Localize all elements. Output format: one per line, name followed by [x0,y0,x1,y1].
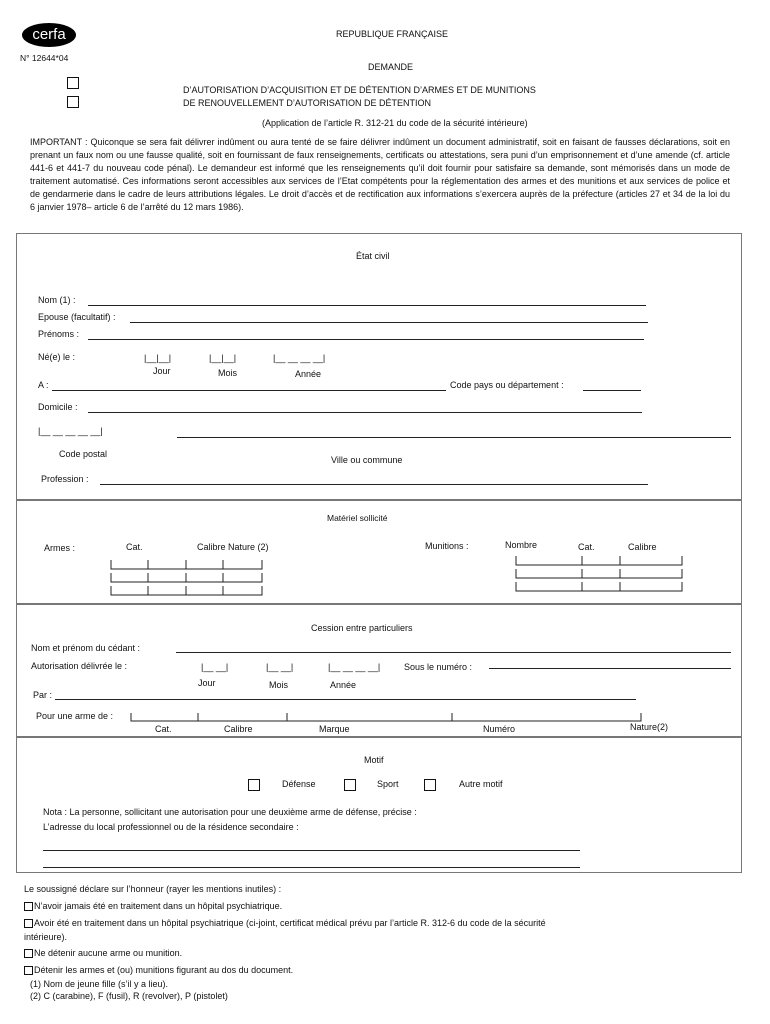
autorisation-label: Autorisation délivrée le : [31,661,128,671]
adresse-label: L’adresse du local professionnel ou de la résidence secondaire : [43,822,299,832]
cession-mois-label: Mois [269,680,289,690]
cedant-label: Nom et prénom du cédant : [31,643,141,653]
code-postal-label: Code postal [59,449,108,459]
defense-checkbox[interactable] [248,779,260,791]
etat-civil-title: État civil [356,251,390,261]
important-notice: IMPORTANT : Quiconque se sera fait délivrer indûment ou aura tenté de se faire délivrer indûment un document administratif, soit en faisant de fausses déclarations, soit en prenant un faux nom ou une fausse qualité, soit en fournissant de faux renseignements, certificats ou attestations, sera puni d’un emprisonnement et d’une amende (cf. article 441-6 et 441-7 du nouveau code pénal). Le demandeur est informé que les renseignements qu’il doit fournir pour satisfaire sa demande, sont mémorisés dans un mode de traitement automatisé. Ces informations seront accessibles aux services de l’Etat compétents pour la réglementation des armes et des munitions et aux services de police et de gendarmerie dans le cadre de leurs attributions légales. Le droit d’accès et de rectification aux informations s’exercera auprès de la préfecture (articles 27 et 34 de la loi du 6 janvier 1978– article 6 de l’arrêté du 12 mars 1986). [30,137,730,212]
republic-title: REPUBLIQUE FRANÇAISE [336,29,449,39]
code-postal-field[interactable]: |__ __ __ __ __| [38,426,103,436]
lieu-naissance-label: A : [38,380,49,390]
defense-label: Défense [282,779,316,789]
birth-year-field[interactable]: |__ __ __ __| [273,353,326,363]
option-acquisition-label: D’AUTORISATION D’ACQUISITION ET DE DÉTENTION D’ARMES ET DE MUNITIONS [183,85,536,95]
decl-item3-checkbox[interactable] [24,949,33,958]
arme-cat-label: Cat. [155,724,172,734]
code-pays-label: Code pays ou département : [450,380,564,390]
arme-numero-label: Numéro [483,724,516,734]
cession-annee-label: Année [330,680,357,690]
adresse-field-line2[interactable] [43,867,580,868]
option-renouvellement-label: DE RENOUVELLEMENT D’AUTORISATION DE DÉTENTION [183,98,432,108]
decl-item2-checkbox[interactable] [24,919,33,928]
decl-item1-checkbox[interactable] [24,902,33,911]
demande-title: DEMANDE [368,62,414,72]
ville-label: Ville ou commune [331,455,403,465]
autorisation-year-field[interactable]: |__ __ __ __| [328,662,381,672]
decl-item4-label: Détenir les armes et (ou) munitions figurant au dos du document. [34,965,294,975]
decl-item2-label: Avoir été en traitement dans un hôpital psychiatrique (ci-joint, certificat médical prévu par l’article R. 312-6 du code de la sécurité [34,918,546,928]
epouse-label: Epouse (facultatif) : [38,312,116,322]
cession-title: Cession entre particuliers [311,623,413,633]
decl-item4-checkbox[interactable] [24,966,33,975]
arme-calibre-label: Calibre [224,724,253,734]
application-note: (Application de l’article R. 312-21 du code de la sécurité intérieure) [262,118,528,128]
mois-label: Mois [218,368,238,378]
nom-label: Nom (1) : [38,295,76,305]
motif-title: Motif [364,755,384,765]
decl-item2-label-cont: intérieure). [24,932,68,942]
cerfa-logo: cerfa [22,23,76,47]
footnote-2: (2) C (carabine), F (fusil), R (revolver), P (pistolet) [30,991,228,1001]
materiel-title: Matériel sollicité [327,513,388,523]
jour-label: Jour [153,366,171,376]
sport-label: Sport [377,779,399,789]
annee-label: Année [295,369,322,379]
birth-month-field[interactable]: |__|__| [209,353,237,363]
arme-marque-label: Marque [319,724,350,734]
decl-item1-label: N’avoir jamais été en traitement dans un hôpital psychiatrique. [34,901,283,911]
munitions-cat-header: Cat. [578,542,595,552]
domicile-label: Domicile : [38,402,78,412]
munitions-label: Munitions : [425,541,469,551]
form-number: N° 12644*04 [20,53,69,63]
ne-le-label: Né(e) le : [38,352,76,362]
sport-checkbox[interactable] [344,779,356,791]
footnote-1: (1) Nom de jeune fille (s’il y a lieu). [30,979,169,989]
par-label: Par : [33,690,53,700]
autre-motif-label: Autre motif [459,779,503,789]
armes-cat-header: Cat. [126,542,143,552]
cession-jour-label: Jour [198,678,216,688]
autorisation-day-field[interactable]: |__ __| [201,662,229,672]
adresse-field-line1[interactable] [43,850,580,851]
autre-motif-checkbox[interactable] [424,779,436,791]
nota-text: Nota : La personne, sollicitant une autorisation pour une deuxième arme de défense, précise : [43,807,417,817]
autorisation-month-field[interactable]: |__ __| [266,662,294,672]
birth-day-field[interactable]: |__|__| [144,353,172,363]
profession-label: Profession : [41,474,89,484]
sous-numero-label: Sous le numéro : [404,662,473,672]
munitions-calibre-header: Calibre [628,542,657,552]
declaration-intro: Le soussigné déclare sur l’honneur (rayer les mentions inutiles) : [24,884,282,894]
munitions-nombre-header: Nombre [505,540,538,550]
pour-arme-label: Pour une arme de : [36,711,114,721]
arme-nature-label: Nature(2) [630,722,669,732]
prenoms-label: Prénoms : [38,329,80,339]
decl-item3-label: Ne détenir aucune arme ou munition. [34,948,183,958]
armes-label: Armes : [44,543,76,553]
armes-calibre-nature-header: Calibre Nature (2) [197,542,269,552]
